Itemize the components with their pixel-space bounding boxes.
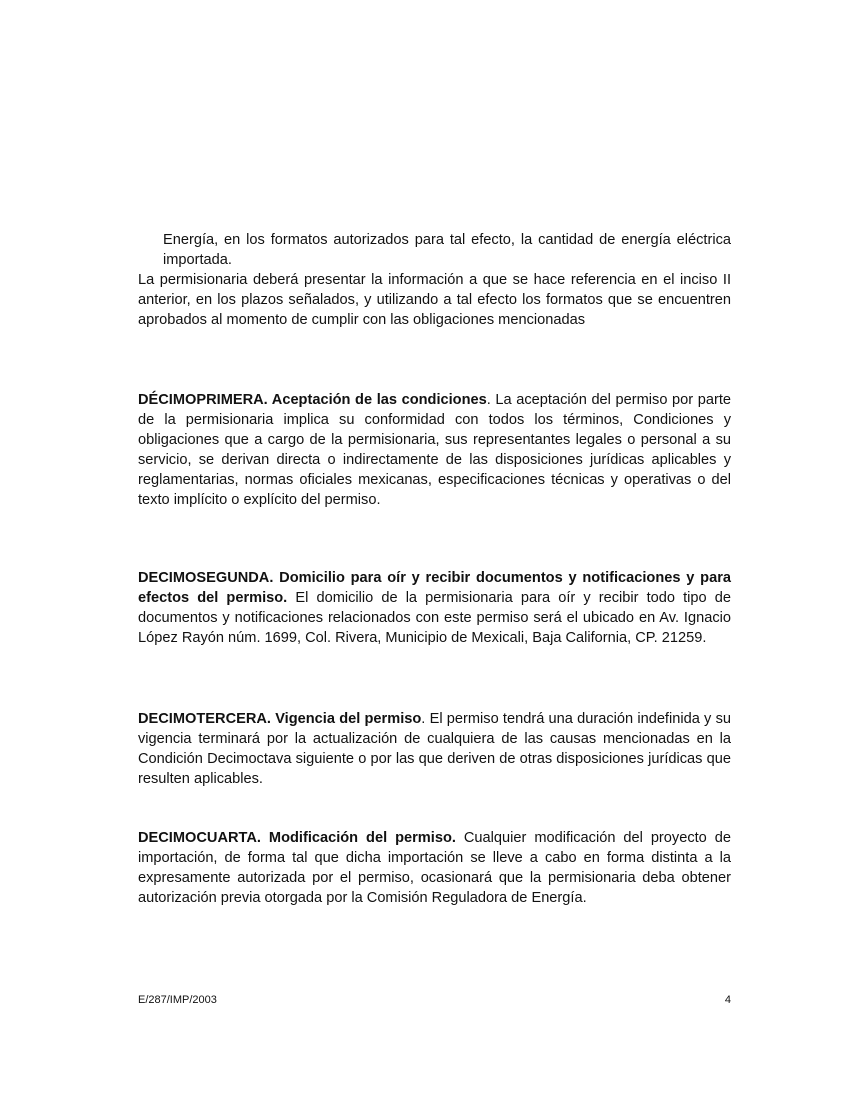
clause-decimocuarta bbox=[138, 828, 731, 908]
clause-heading: DECIMOCUARTA. Modificación del permiso. bbox=[138, 830, 456, 846]
clause-body: Cualquier modificación del proyecto de importación, de forma tal que dicha importación se lleve a cabo en forma distinta a la expresamente autorizada por el permiso, ocasionará que la permisionaria deba obtener autorización previa otorgada por la Comisión Reguladora de Energía. bbox=[138, 830, 731, 906]
intro-continuation: Energía, en los formatos autorizados para tal efecto, la cantidad de energía eléctrica importada. bbox=[163, 232, 731, 268]
clause-heading: DECIMOSEGUNDA. Domicilio para oír y recibir documentos y notificaciones y para efectos del permiso. bbox=[138, 570, 731, 606]
intro-paragraph: La permisionaria deberá presentar la información a que se hace referencia en el inciso II anterior, en los plazos señalados, y utilizando a tal efecto los formatos que se encuentren aprobados al momento de cumplir con las obligaciones mencionadas bbox=[138, 272, 731, 328]
page-number: 4 bbox=[724, 994, 731, 1006]
clause-body: El domicilio de la permisionaria para oír y recibir todo tipo de documentos y notificaciones relacionados con este permiso será el ubicado en Av. Ignacio López Rayón núm. 1699, Col. Rivera, Municipio de Mexicali, Baja California, CP. 21259. bbox=[138, 590, 732, 646]
clause-heading: DÉCIMOPRIMERA. Aceptación de las condiciones bbox=[138, 392, 487, 408]
clause-body: . La aceptación del permiso por parte de la permisionaria implica su conformidad con todos los términos, Condiciones y obligaciones que a cargo de la permisionaria, sus representantes legales o personal a su servicio, se derivan directa o indirectamente de las disposiciones jurídicas aplicables y reglamentarias, normas oficiales mexicanas, especificaciones técnicas y operativas o del texto implícito o explícito del permiso. bbox=[138, 392, 731, 508]
clause-decimosegunda bbox=[138, 568, 731, 648]
clause-decimotercera bbox=[138, 709, 731, 789]
clause-body: . El permiso tendrá una duración indefinida y su vigencia terminará por la actualización de cualquiera de las causas mencionadas en la Condición Decimoctava siguiente o por las que deriven de otras disposiciones jurídicas que resulten aplicables. bbox=[138, 711, 732, 787]
clause-decimoprimera bbox=[138, 390, 731, 510]
clause-heading: DECIMOTERCERA. Vigencia del permiso bbox=[138, 711, 422, 727]
footer-reference: E/287/IMP/2003 bbox=[138, 994, 217, 1006]
